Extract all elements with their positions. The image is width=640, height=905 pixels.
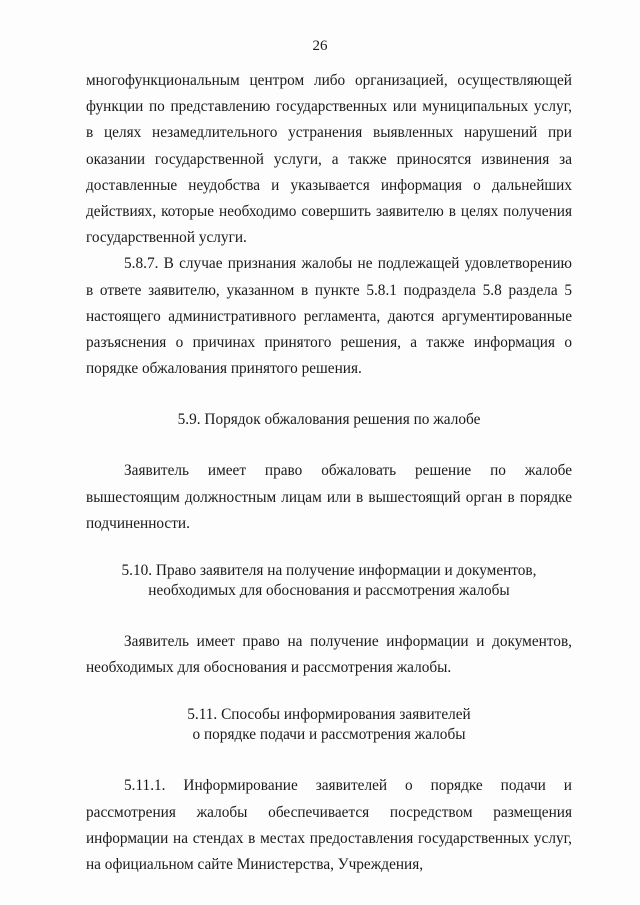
document-body bbox=[86, 68, 572, 878]
section-5-11-heading-line1: 5.11. Способы информирования заявителей bbox=[187, 706, 471, 724]
section-5-10-heading-line1: 5.10. Право заявителя на получение информации и документов, bbox=[121, 562, 537, 580]
clause-5-8-7-paragraph: 5.8.7. В случае признания жалобы не подлежащей удовлетворению в ответе заявителю, указанном в пункте 5.8.1 подраздела 5.8 раздела 5 настоящего административного регламента, даются аргументированные разъяснения о причинах принятого решения, а также информация о порядке обжалования принятого решения. bbox=[86, 255, 572, 378]
section-5-9-paragraph: Заявитель имеет право обжаловать решение по жалобе вышестоящим должностным лицам или в вышестоящий орган в порядке подчиненности. bbox=[86, 462, 572, 532]
section-5-11-heading-line2: о порядке подачи и рассмотрения жалобы bbox=[192, 726, 466, 744]
section-5-10-paragraph: Заявитель имеет право на получение информации и документов, необходимых для обоснования и рассмотрения жалобы. bbox=[86, 633, 572, 677]
page-number: 26 bbox=[312, 38, 328, 54]
continuation-paragraph: многофункциональным центром либо организацией, осуществляющей функции по представлению государственных или муниципальных услуг, в целях незамедлительного устранения выявленных нарушений при оказании государственной услуги, а также приносятся извинения за доставленные неудобства и указывается информация о дальнейших действиях, которые необходимо совершить заявителю в целях получения государственной услуги. bbox=[86, 72, 572, 247]
section-5-9-heading: 5.9. Порядок обжалования решения по жалобе bbox=[177, 411, 481, 429]
section-5-11-paragraph: 5.11.1. Информирование заявителей о порядке подачи и рассмотрения жалобы обеспечивается посредством размещения информации на стендах в местах предоставления государственных услуг, на официальном сайте Министерства, Учреждения, bbox=[86, 777, 572, 874]
section-5-10-heading-line2: необходимых для обоснования и рассмотрения жалобы bbox=[148, 582, 510, 600]
